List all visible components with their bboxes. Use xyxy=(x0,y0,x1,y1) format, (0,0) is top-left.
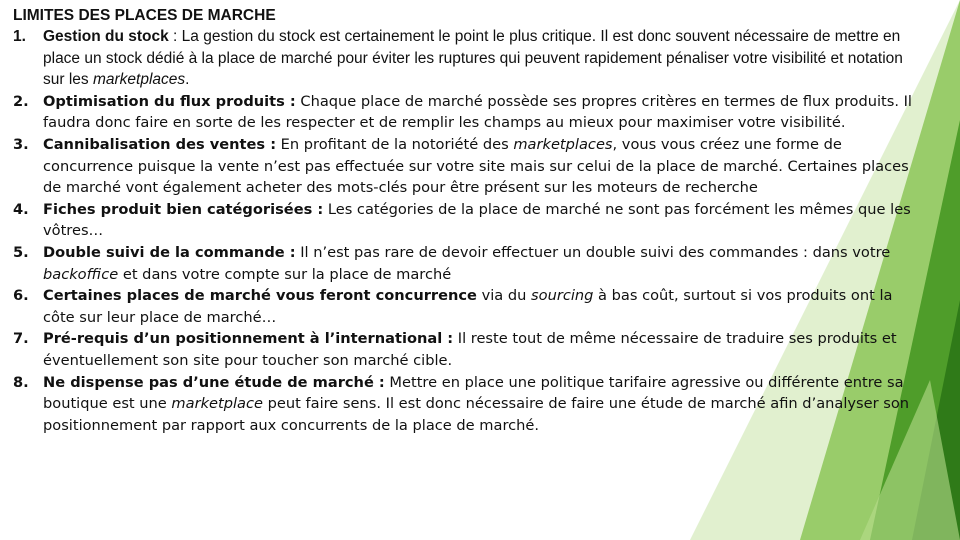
item-emphasis: backoffice xyxy=(43,265,119,283)
item-text-end: peut faire sens. Il est donc nécessaire de faire une étude de marché afin d’analyser son positionnement par rapport aux concurrents de la place de marché. xyxy=(43,395,910,434)
list-item xyxy=(13,26,918,91)
item-heading: Optimisation du flux produits : xyxy=(43,92,296,110)
item-heading: Gestion du stock xyxy=(43,28,169,45)
slide-content xyxy=(13,5,918,436)
item-emphasis: marketplace xyxy=(171,395,263,413)
item-text-end: à bas coût, surtout si vos produits ont la côte sur leur place de marché… xyxy=(43,287,893,326)
item-heading: Fiches produit bien catégorisées : xyxy=(43,200,324,218)
item-text-middle: : dans votre xyxy=(803,243,891,261)
item-emphasis: marketplaces xyxy=(92,71,186,89)
list-item xyxy=(13,285,918,328)
list-item xyxy=(13,242,918,285)
item-text: Il n’est pas rare de devoir effectuer un double suivi des commandes xyxy=(295,243,804,261)
item-heading: Double suivi de la commande : xyxy=(43,243,296,261)
item-text: : La gestion du stock est certainement le point le plus critique. Il est donc souvent nécessaire de mettre en place un stock dédié à la place de marché pour éviter les ruptures qui peuvent rapidement pénaliser votre visibilité et notation sur les xyxy=(43,28,903,89)
limits-list xyxy=(13,26,918,436)
item-text: Chaque place de marché possède ses propres critères en termes de flux produits. Il faudra donc faire en sorte de les respecter et de remplir les champs au mieux pour maximiser votre visibilité. xyxy=(43,92,912,132)
item-number: 7. xyxy=(13,330,29,348)
item-text-end: . xyxy=(185,71,190,89)
item-heading: Certaines places de marché vous feront concurrence xyxy=(43,287,477,305)
item-number: 1. xyxy=(13,28,26,45)
item-number: 3. xyxy=(13,135,29,153)
item-number: 4. xyxy=(13,200,29,218)
item-heading: Cannibalisation des ventes : xyxy=(43,135,277,153)
slide-title: LIMITES DES PLACES DE MARCHE xyxy=(13,7,276,24)
item-emphasis: sourcing xyxy=(531,287,594,305)
list-item xyxy=(13,372,918,437)
item-number: 5. xyxy=(13,243,29,261)
item-heading: Ne dispense pas d’une étude de marché : xyxy=(43,373,385,391)
list-item xyxy=(13,91,918,134)
item-text: Mettre en place une politique tarifaire agressive ou différente entre sa boutique est une xyxy=(43,373,904,413)
list-item xyxy=(13,328,918,371)
item-text-end: et dans votre compte sur la place de marché xyxy=(118,265,452,283)
item-number: 2. xyxy=(13,92,29,110)
list-item xyxy=(13,134,918,199)
item-number: 8. xyxy=(13,373,29,391)
item-heading: Pré-requis d’un positionnement à l’international : xyxy=(43,330,454,348)
item-text: via du xyxy=(476,287,532,305)
item-number: 6. xyxy=(13,287,29,305)
item-text-end: , vous vous créez une forme de concurrence puisque la vente n’est pas effectuée sur votre site mais sur celui de la place de marché. Certaines places de marché vont également acheter des mots-clés pour être présent sur les moteurs de recherche xyxy=(43,135,909,197)
item-text: Il reste tout de même nécessaire de traduire ses produits et éventuellement son site pour toucher son marché cible. xyxy=(43,330,897,369)
list-item xyxy=(13,199,918,242)
item-text: En profitant de la notoriété des xyxy=(276,135,514,153)
item-text: Les catégories de la place de marché ne sont pas forcément les mêmes que les vôtres… xyxy=(43,200,911,240)
item-emphasis: marketplaces xyxy=(513,135,613,153)
